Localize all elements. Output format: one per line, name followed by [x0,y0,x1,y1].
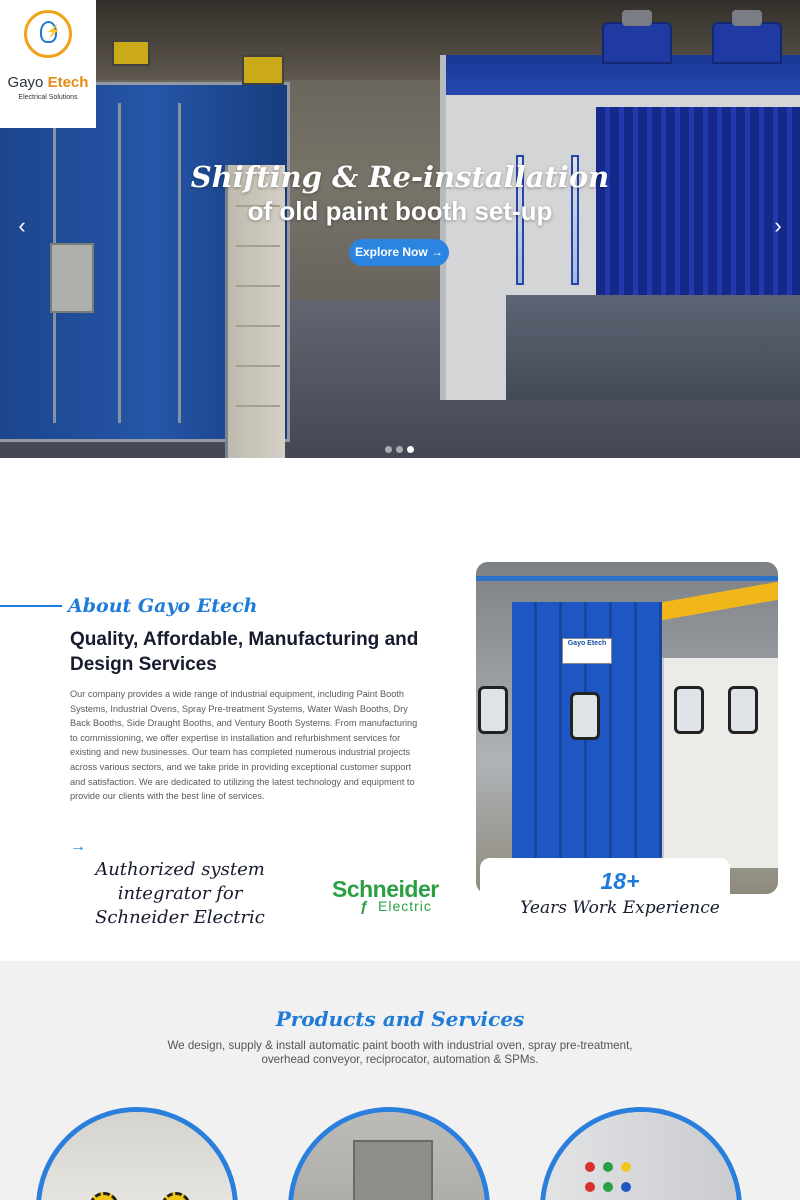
slider-dot[interactable] [385,446,392,453]
products-title: Products and Services [275,1007,525,1031]
chevron-left-icon[interactable]: ‹ [18,213,26,238]
explore-now-button[interactable]: Explore Now → [349,239,449,266]
logo-tagline: Electrical Solutions [18,94,78,101]
arrow-right-icon[interactable]: → [70,838,86,855]
products-description: We design, supply & install automatic paint booth with industrial oven, spray pre-treatment, overhead conveyor, reciprocator, automation & SPMs. [167,1039,633,1066]
booth-sign: Gayo Etech [562,638,612,664]
hero-subtitle: of old paint booth set-up [247,196,553,226]
logo-text: Gayo Etech [7,74,89,91]
about-photo [476,562,778,894]
chevron-right-icon[interactable]: › [774,213,782,238]
about-kicker: About Gayo Etech [68,595,258,617]
product-card-control-panel[interactable] [540,1107,742,1200]
products-section [0,961,800,1200]
about-body: Our company provides a wide range of industrial equipment, including Paint Booth Systems, Industrial Ovens, Spray Pre-treatment Systems, Water Wash Booths, Dry Back Booths, Side Draught Booths, and Ventury Booth Systems. From manufacturing to commissioning, we offer expertise in installation and refurbishment services for existing and new businesses. Our team has completed numerous industrial projects across various sectors, and we take pride in providing exceptional customer support and satisfaction. We are dedicated to utilizing the latest technology and equipment to provide our clients with the best line of services. [70,689,418,802]
slider-dots [385,440,418,448]
site-logo[interactable] [0,0,96,128]
experience-card [480,858,730,934]
logo-bulb-icon: ⚡ [24,10,72,58]
product-card-oven[interactable] [288,1107,490,1200]
section-accent-line [0,605,62,607]
hero-slider [0,0,800,458]
schneider-icon: ƒ [360,898,369,915]
schneider-electric-logo: Schneider ƒ Electric [332,876,439,915]
slider-dot-active[interactable] [407,446,414,453]
slider-dot[interactable] [396,446,403,453]
hero-title: Shifting & Re-installation [190,160,610,194]
authorized-integrator-text: Authorized system integrator for Schneider Electric [95,859,265,928]
about-title: Quality, Affordable, Manufacturing and Design Services [70,629,419,675]
product-card-conveyor[interactable] [36,1107,238,1200]
experience-label: Years Work Experience [520,898,720,918]
experience-number: 18+ [600,868,640,894]
